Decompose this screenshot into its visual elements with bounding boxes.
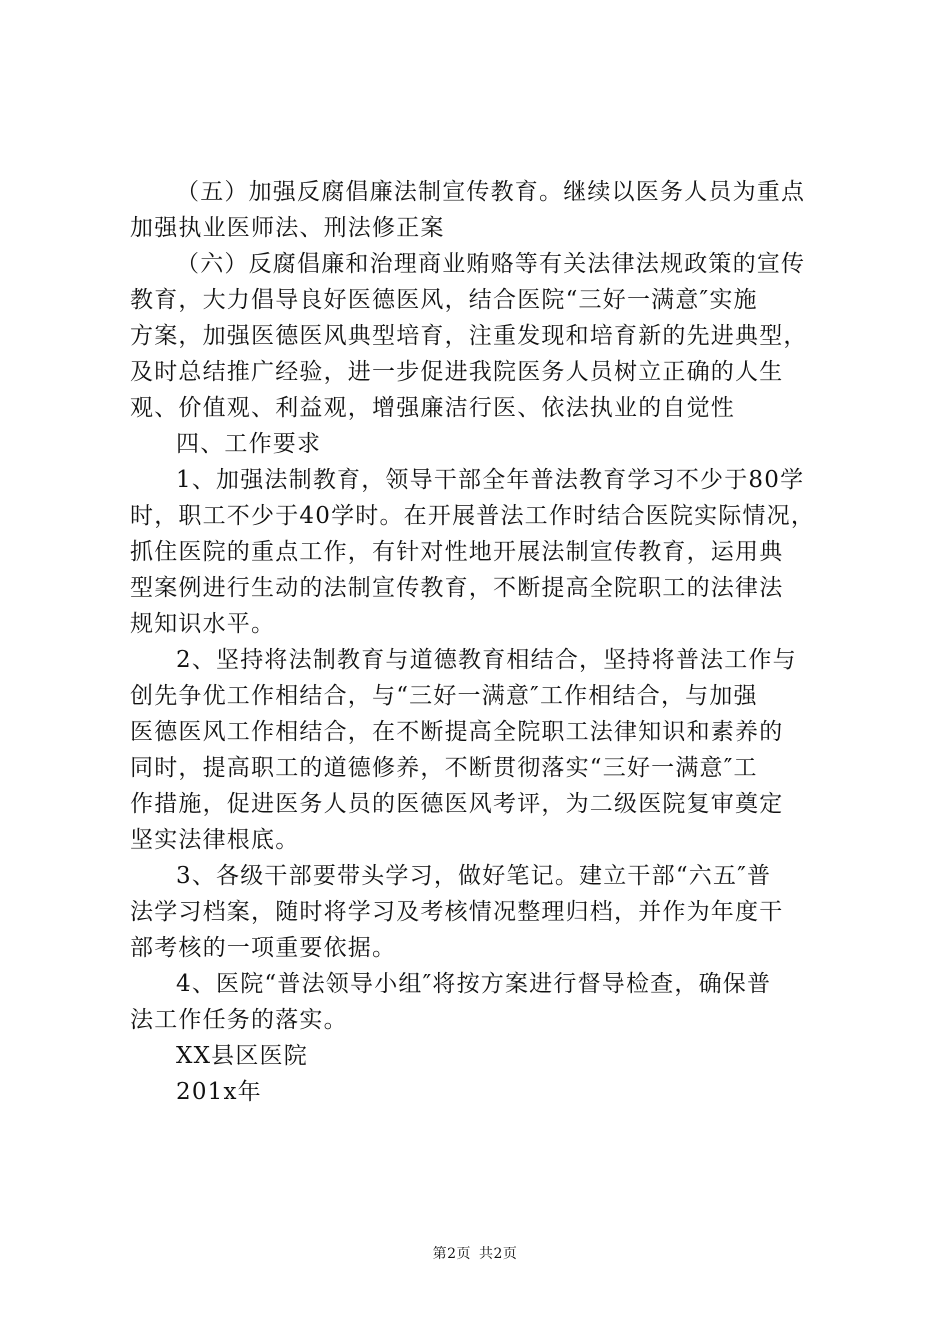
page-footer bbox=[0, 1244, 950, 1264]
document-body bbox=[130, 174, 846, 1110]
page-number-total: 共2页 bbox=[479, 1246, 518, 1262]
item-2-line-2: 创先争优工作相结合，与“三好一满意″工作相结合，与加强 bbox=[130, 683, 758, 709]
signature-date: 201x年 bbox=[176, 1079, 262, 1105]
item-1-line-2: 时，职工不少于40学时。在开展普法工作时结合医院实际情况， bbox=[130, 503, 816, 529]
item-2-line-3: 医德医风工作相结合，在不断提高全院职工法律知识和素养的 bbox=[130, 719, 784, 745]
item-4-line-1: 4、医院“普法领导小组″将按方案进行督导检查，确保普 bbox=[176, 971, 772, 997]
item-4-line-2: 法工作任务的落实。 bbox=[130, 1007, 348, 1033]
item-3-line-3: 部考核的一项重要依据。 bbox=[130, 935, 397, 961]
paragraph-6-line-3: 方案，加强医德医风典型培育，注重发现和培育新的先进典型， bbox=[130, 323, 808, 349]
paragraph-6-line-5: 观、价值观、利益观，增强廉洁行医、依法执业的自觉性 bbox=[130, 395, 735, 421]
item-1-line-3: 抓住医院的重点工作，有针对性地开展法制宣传教育，运用典 bbox=[130, 539, 784, 565]
section-heading-work-requirements: 四、工作要求 bbox=[176, 431, 322, 457]
paragraph-6-line-2: 教育，大力倡导良好医德医风，结合医院“三好一满意″实施 bbox=[130, 287, 758, 313]
item-3-line-1: 3、各级干部要带头学习，做好笔记。建立干部“六五″普 bbox=[176, 863, 772, 889]
paragraph-6-line-1: （六）反腐倡廉和治理商业贿赂等有关法律法规政策的宣传 bbox=[176, 251, 806, 277]
item-1-line-1: 1、加强法制教育，领导干部全年普法教育学习不少于80学 bbox=[176, 467, 805, 493]
item-3-line-2: 法学习档案，随时将学习及考核情况整理归档，并作为年度干 bbox=[130, 899, 784, 925]
signature-organization: XX县区医院 bbox=[176, 1043, 308, 1069]
item-1-line-4: 型案例进行生动的法制宣传教育，不断提高全院职工的法律法 bbox=[130, 575, 784, 601]
item-2-line-6: 坚实法律根底。 bbox=[130, 827, 300, 853]
paragraph-5-line-1: （五）加强反腐倡廉法制宣传教育。继续以医务人员为重点 bbox=[176, 179, 806, 205]
item-2-line-5: 作措施，促进医务人员的医德医风考评，为二级医院复审奠定 bbox=[130, 791, 784, 817]
item-1-line-5: 规知识水平。 bbox=[130, 611, 276, 637]
paragraph-5-line-2: 加强执业医师法、刑法修正案 bbox=[130, 215, 445, 241]
item-2-line-4: 同时，提高职工的道德修养，不断贯彻落实“三好一满意″工 bbox=[130, 755, 758, 781]
paragraph-6-line-4: 及时总结推广经验，进一步促进我院医务人员树立正确的人生 bbox=[130, 359, 784, 385]
page-number-current: 第2页 bbox=[432, 1246, 471, 1262]
item-2-line-1: 2、坚持将法制教育与道德教育相结合，坚持将普法工作与 bbox=[176, 647, 797, 673]
